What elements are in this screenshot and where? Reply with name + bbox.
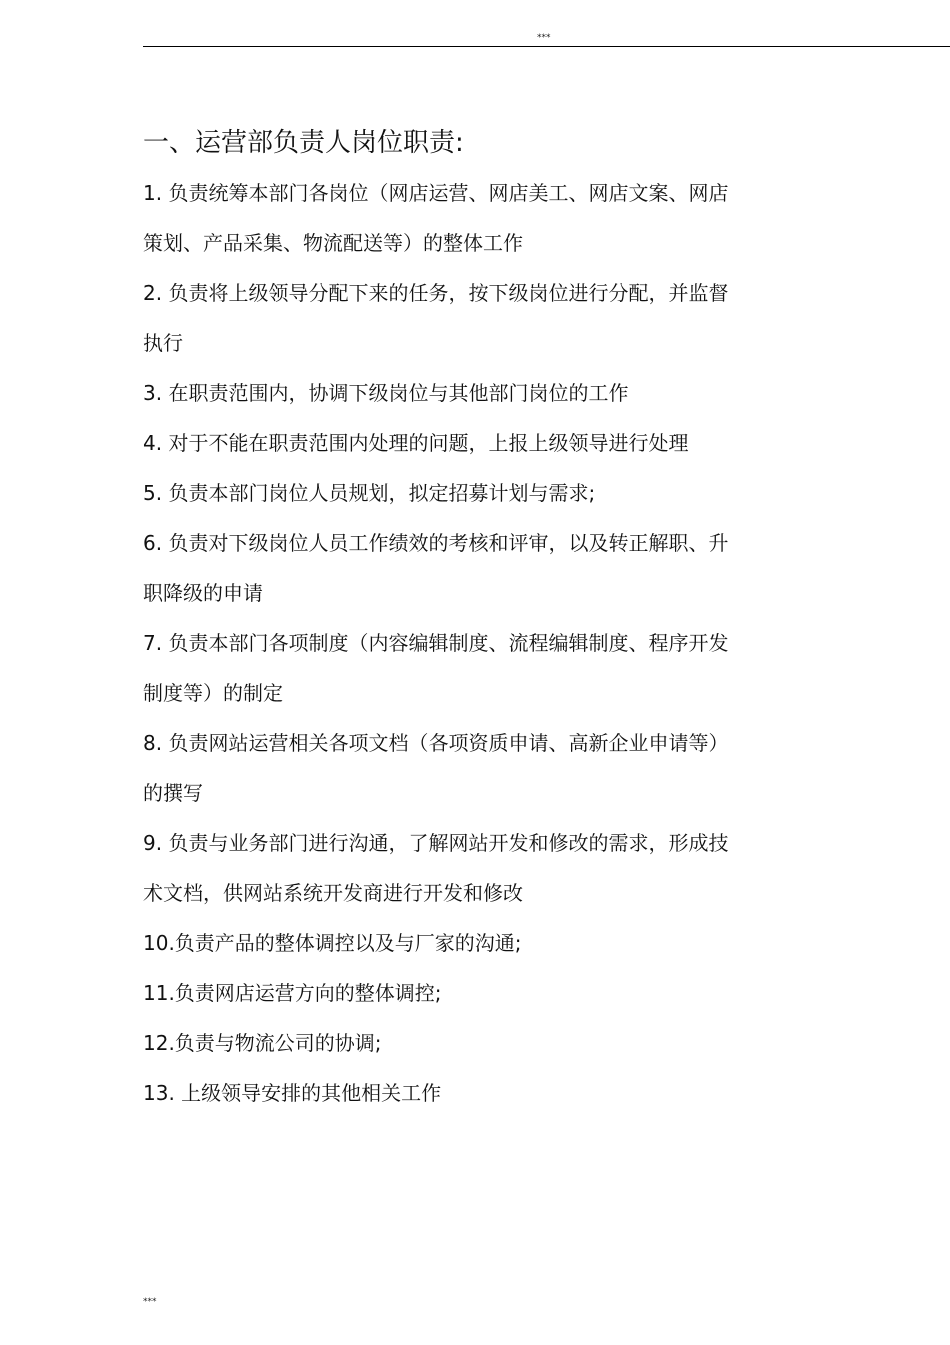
duty-line: 8. 负责网站运营相关各项文档（各项资质申请、高新企业申请等） [143, 731, 729, 755]
duty-line: 9. 负责与业务部门进行沟通，了解网站开发和修改的需求，形成技 [143, 831, 729, 855]
duty-line: 3. 在职责范围内，协调下级岗位与其他部门岗位的工作 [143, 381, 629, 405]
duty-line: 2. 负责将上级领导分配下来的任务，按下级岗位进行分配，并监督 [143, 281, 729, 305]
duty-line: 10.负责产品的整体调控以及与厂家的沟通; [143, 931, 522, 955]
footer-mark: *** [143, 1297, 157, 1307]
duty-line: 执行 [143, 331, 183, 355]
header-rule [143, 46, 950, 47]
duty-line: 11.负责网店运营方向的整体调控; [143, 981, 442, 1005]
duty-list [143, 168, 768, 1118]
duty-line: 12.负责与物流公司的协调; [143, 1031, 382, 1055]
header-mark: *** [537, 33, 551, 43]
section-title: 一、运营部负责人岗位职责: [143, 128, 464, 158]
duty-line: 的撰写 [143, 781, 203, 805]
duty-line: 职降级的申请 [143, 581, 263, 605]
duty-line: 制度等）的制定 [143, 681, 283, 705]
duty-line: 5. 负责本部门岗位人员规划，拟定招募计划与需求; [143, 481, 596, 505]
duty-line: 6. 负责对下级岗位人员工作绩效的考核和评审，以及转正解职、升 [143, 531, 729, 555]
duty-line: 13. 上级领导安排的其他相关工作 [143, 1081, 442, 1105]
duty-line: 术文档，供网站系统开发商进行开发和修改 [143, 881, 523, 905]
duty-line: 1. 负责统筹本部门各岗位（网店运营、网店美工、网店文案、网店 [143, 181, 729, 205]
duty-line: 策划、产品采集、物流配送等）的整体工作 [143, 231, 523, 255]
duty-line: 4. 对于不能在职责范围内处理的问题，上报上级领导进行处理 [143, 431, 689, 455]
duty-line: 7. 负责本部门各项制度（内容编辑制度、流程编辑制度、程序开发 [143, 631, 729, 655]
